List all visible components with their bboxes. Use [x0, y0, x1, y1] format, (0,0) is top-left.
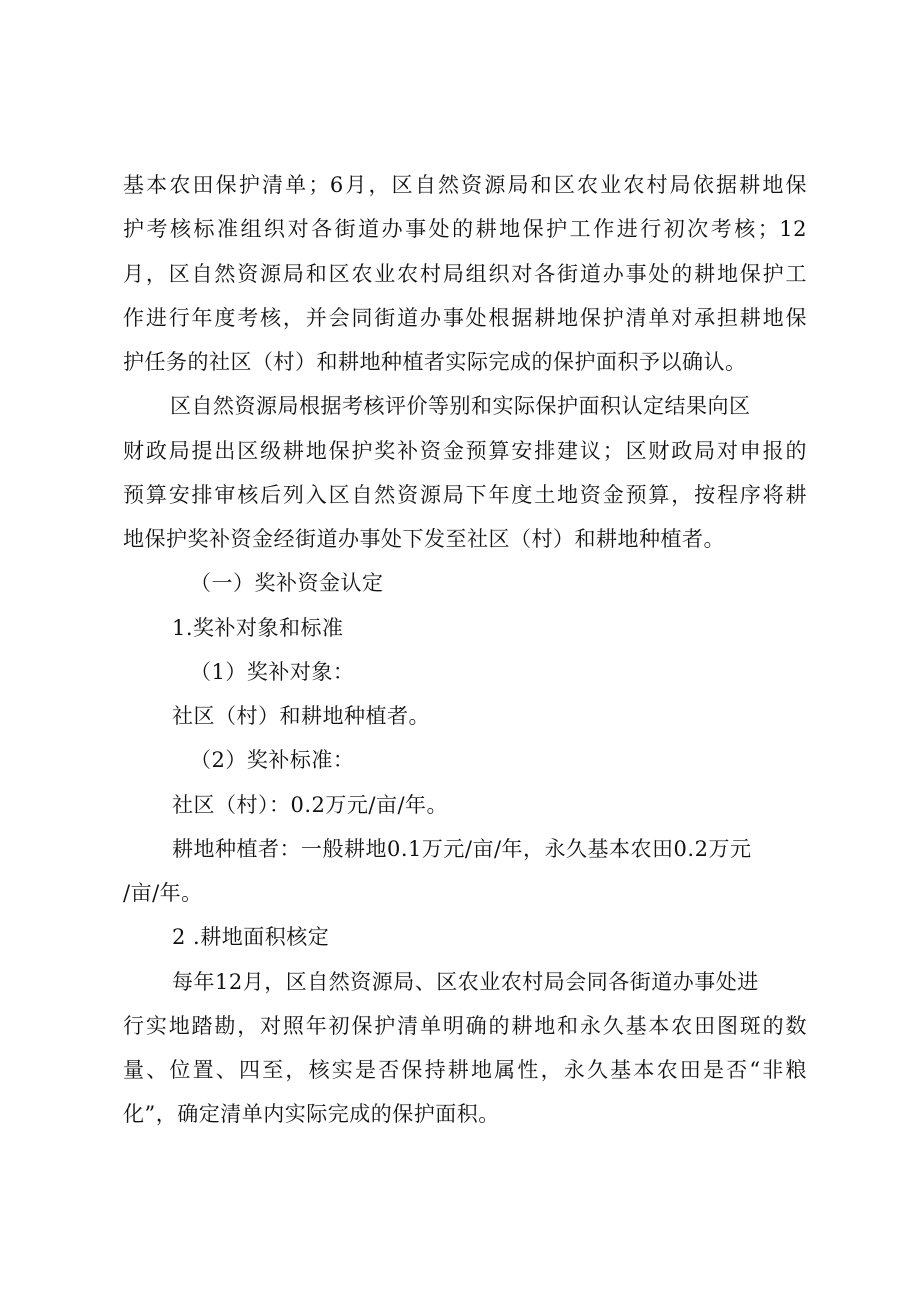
paragraph-1-line-3: 月，区自然资源局和区农业农村局组织对各街道办事处的耕地保护工 [123, 262, 807, 286]
item-1-sub-2-text-1: 社区（村）：0.2万元/亩/年。 [172, 793, 449, 817]
item-1-heading: 1.奖补对象和标准 [172, 616, 344, 640]
item-1-sub-2-heading: （2）奖补标准： [190, 748, 355, 772]
paragraph-2-line-4: 地保护奖补资金经街道办事处下发至社区（村）和耕地种植者。 [123, 527, 725, 551]
paragraph-1-line-2: 护考核标准组织对各街道办事处的耕地保护工作进行初次考核；12 [123, 217, 807, 241]
item-2-heading: 2 .耕地面积核定 [172, 925, 330, 949]
paragraph-3-line-3: 量、位置、四至，核实是否保持耕地属性，永久基本农田是否“非粮 [123, 1058, 807, 1082]
paragraph-1-line-4: 作进行年度考核，并会同街道办事处根据耕地保护清单对承担耕地保 [123, 306, 807, 330]
paragraph-3-line-4: 化”，确定清单内实际完成的保护面积。 [123, 1102, 500, 1126]
paragraph-3-line-2: 行实地踏勘，对照年初保护清单明确的耕地和永久基本农田图斑的数 [123, 1014, 807, 1038]
section-heading: （一）奖补资金认定 [190, 571, 384, 595]
item-1-sub-1-heading: （1）奖补对象： [190, 660, 355, 684]
paragraph-1-line-5: 护任务的社区（村）和耕地种植者实际完成的保护面积予以确认。 [123, 350, 747, 374]
paragraph-2-line-1: 区自然资源局根据考核评价等别和实际保护面积认定结果向区 [170, 394, 751, 418]
paragraph-3-line-1: 每年12月，区自然资源局、区农业农村局会同各街道办事处进 [172, 970, 759, 994]
paragraph-2-line-3: 预算安排审核后列入区自然资源局下年度土地资金预算，按程序将耕 [123, 483, 807, 507]
paragraph-2-line-2: 财政局提出区级耕地保护奖补资金预算安排建议；区财政局对申报的 [123, 439, 807, 463]
paragraph-1-line-1: 基本农田保护清单；6月，区自然资源局和区农业农村局依据耕地保 [123, 173, 807, 197]
item-1-sub-2-text-2-line-2: /亩/年。 [123, 881, 203, 905]
item-1-sub-2-text-2-line-1: 耕地种植者：一般耕地0.1万元/亩/年，永久基本农田0.2万元 [172, 837, 752, 861]
item-1-sub-1-text: 社区（村）和耕地种植者。 [172, 704, 430, 728]
